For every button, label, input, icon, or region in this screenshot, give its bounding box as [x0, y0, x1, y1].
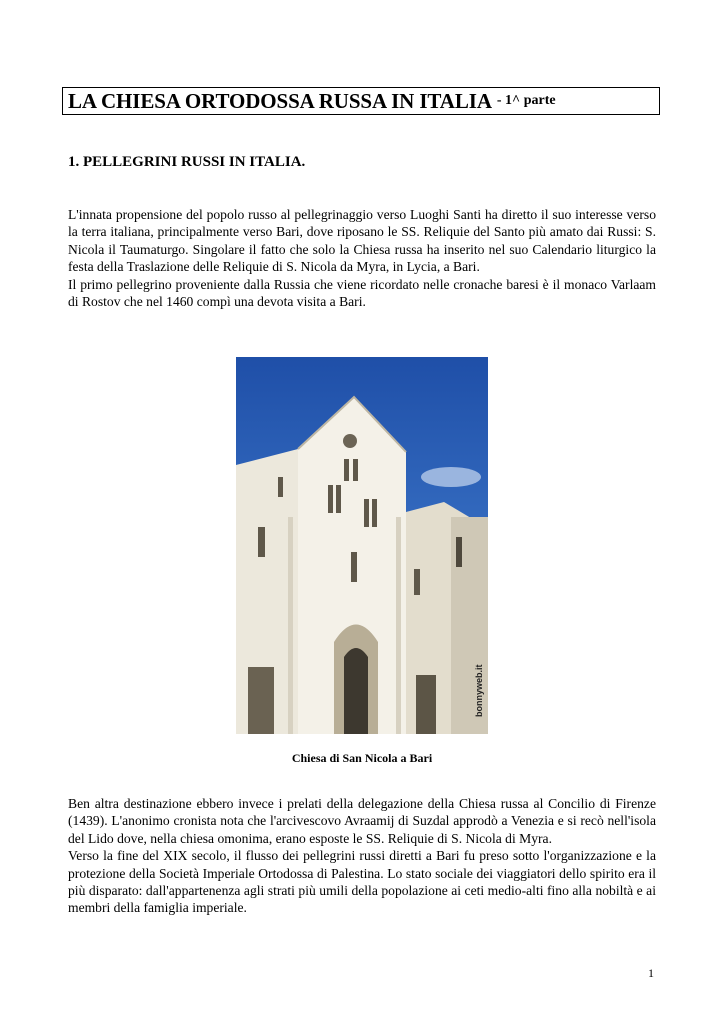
document-title: LA CHIESA ORTODOSSA RUSSA IN ITALIA [68, 88, 492, 113]
window [372, 499, 377, 527]
figure-caption: Chiesa di San Nicola a Bari [291, 751, 433, 765]
paragraph-text: Verso la fine del XIX secolo, il flusso dei pellegrini russi diretti a Bari fu preso sotto l'organizzazione e la protezione della Società Imperiale Ortodossa di Palestina. Lo stato sociale dei viaggiatori dello spirito era il più disparato: dall'appartenenza agli strati più umili della popolazione ai ceti medio-alti fino alla nobiltà e ai membri della famiglia imperiale. [68, 848, 656, 916]
window [351, 552, 357, 582]
rose-window [343, 434, 357, 448]
side-door [248, 667, 274, 734]
window [353, 459, 358, 481]
paragraph-history [68, 795, 656, 917]
window [364, 499, 369, 527]
section-heading: 1. PELLEGRINI RUSSI IN ITALIA. [68, 154, 306, 170]
window [344, 459, 349, 481]
paragraph-intro [68, 206, 656, 310]
side-door [416, 675, 436, 734]
paragraph-text: L'innata propensione del popolo russo al pellegrinaggio verso Luoghi Santi ha diretto il suo interesse verso la terra italiana, principalmente verso Bari, dove riposano le SS. Reliquie del Santo più amato dai Russi: S. Nicola il Taumaturgo. Singolare il fatto che solo la Chiesa russa ha inserito nel suo Calendario liturgico la festa della Traslazione delle Reliquie di S. Nicola da Myra, in Lycia, a Bari. [68, 207, 656, 275]
window [414, 569, 420, 595]
church-photo [236, 357, 488, 734]
photo-watermark: bonnyweb.it [474, 664, 484, 717]
page-number: 1 [648, 966, 654, 980]
column [288, 517, 293, 734]
window [278, 477, 283, 497]
window [336, 485, 341, 513]
cloud [421, 467, 481, 487]
window [456, 537, 462, 567]
portal-door [344, 648, 368, 734]
document-title-box [62, 87, 660, 115]
paragraph-text: Il primo pellegrino proveniente dalla Russia che viene ricordato nelle cronache baresi è il monaco Varlaam di Rostov che nel 1460 compì una devota visita a Bari. [68, 276, 656, 310]
window [258, 527, 265, 557]
column [396, 517, 401, 734]
document-title-part: - 1^ parte [496, 93, 556, 108]
window [328, 485, 333, 513]
paragraph-text: Ben altra destinazione ebbero invece i prelati della delegazione della Chiesa russa al Concilio di Firenze (1439). L'anonimo cronista nota che l'arcivescovo Avraamij di Suzdal approdò a Venezia e si recò nell'isola del Lido dove, nella chiesa omonima, erano esposte le SS. Reliquie di S. Nicola di Myra. [68, 796, 656, 846]
